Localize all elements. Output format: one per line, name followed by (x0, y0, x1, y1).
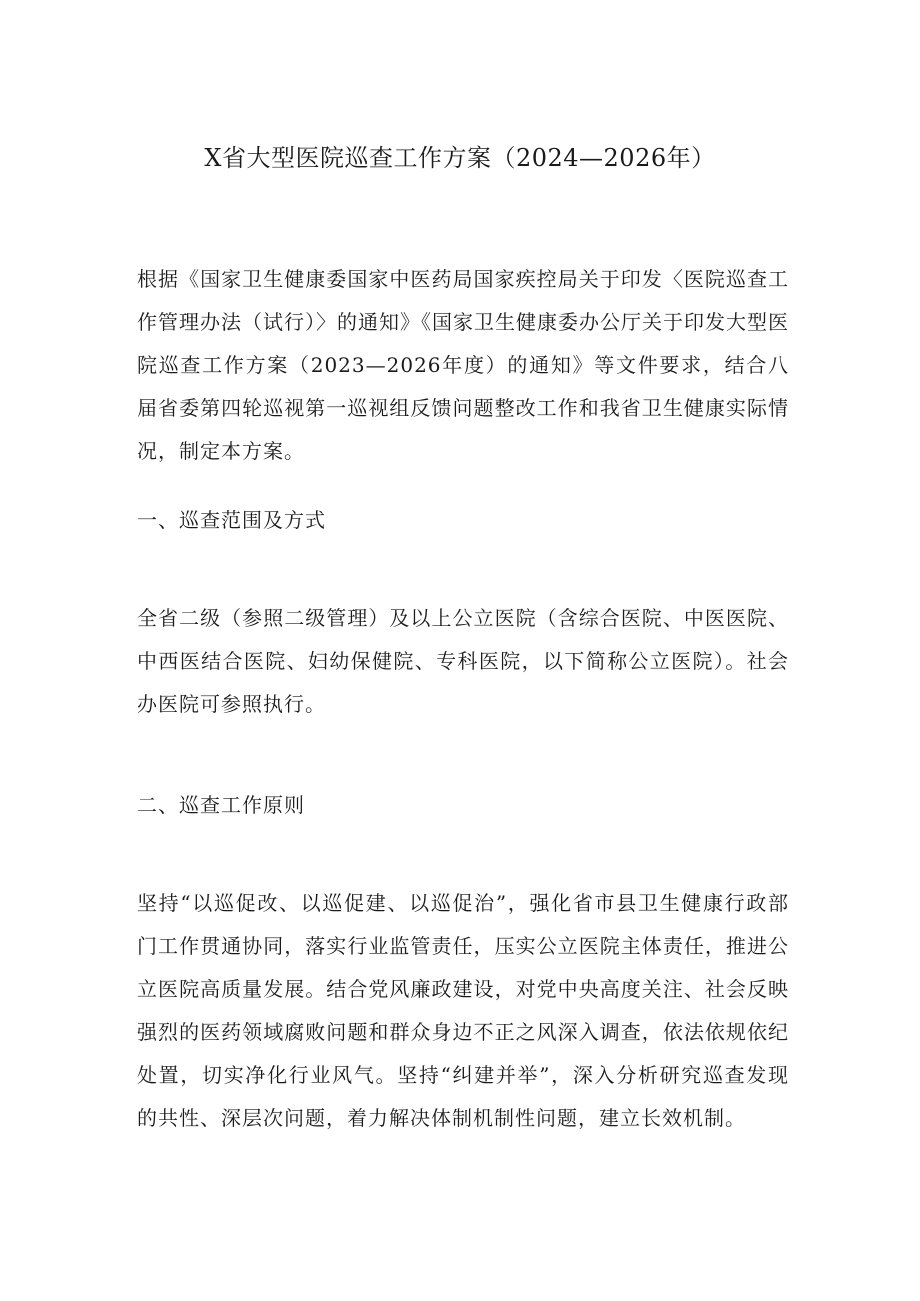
intro-paragraph: 根据《国家卫生健康委国家中医药局国家疾控局关于印发〈医院巡查工作管理办法（试行）〉的通知》《国家卫生健康委办公厅关于印发大型医院巡查工作方案（2023—2026年度）的通知》等文件要求，结合八届省委第四轮巡视第一巡视组反馈问题整改工作和我省卫生健康实际情况，制定本方案。 (137, 267, 789, 463)
section-body-principles: 坚持“以巡促改、以巡促建、以巡促治”，强化省市县卫生健康行政部门工作贯通协同，落实行业监管责任，压实公立医院主体责任，推进公立医院高质量发展。结合党风廉政建设，对党中央高度关注、社会反映强烈的医药领域腐败问题和群众身边不正之风深入调查，依法依规依纪处置，切实净化行业风气。坚持“纠建并举”，深入分析研究巡查发现的共性、深层次问题，着力解决体制机制性问题，建立长效机制。 (137, 891, 789, 1130)
section-heading-principles: 二、巡查工作原则 (137, 793, 305, 817)
section-body-scope: 全省二级（参照二级管理）及以上公立医院（含综合医院、中医医院、中西医结合医院、妇幼保健院、专科医院，以下简称公立医院）。社会办医院可参照执行。 (137, 606, 789, 716)
section-heading-scope: 一、巡查范围及方式 (137, 508, 326, 532)
document-title: X省大型医院巡查工作方案（2024—2026年） (204, 144, 716, 172)
